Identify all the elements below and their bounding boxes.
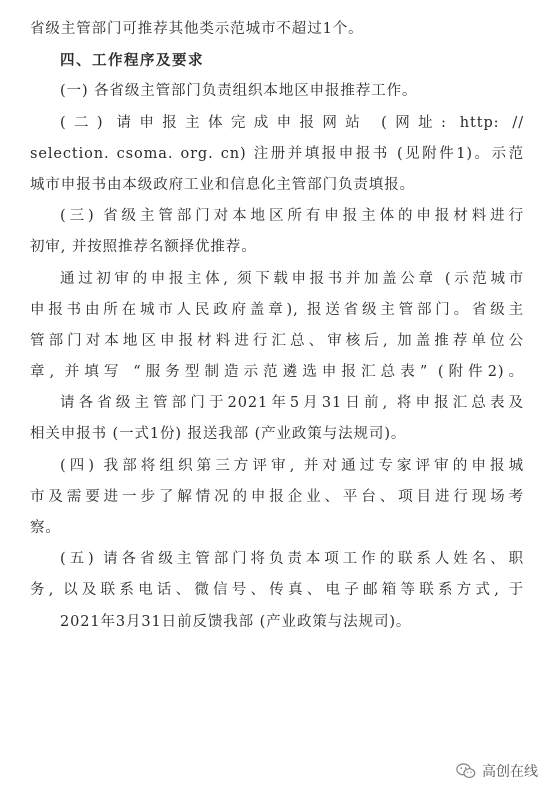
text-line: 通过初审的申报主体, 须下载申报书并加盖公章 (示范城市 (60, 270, 524, 287)
text-line: (二) 请申报主体完成申报网站 (网址: http: // (60, 114, 524, 131)
watermark (456, 761, 538, 781)
watermark-text: 高创在线 (482, 764, 538, 780)
text-line: (三) 省级主管部门对本地区所有申报主体的申报材料进行 (60, 208, 524, 225)
text-line: 管部门对本地区申报材料进行汇总、审核后, 加盖推荐单位公 (30, 332, 524, 349)
text-line: 省级主管部门可推荐其他类示范城市不超过1个。 (30, 21, 364, 37)
text-line: 2021年3月31日前反馈我部 (产业政策与法规司)。 (60, 613, 412, 630)
text-line: (四) 我部将组织第三方评审, 并对通过专家评审的申报城 (60, 457, 524, 474)
section-heading: 四、工作程序及要求 (60, 52, 204, 70)
text-line: 察。 (30, 520, 61, 536)
text-line: (一) 各省级主管部门负责组织本地区申报推荐工作。 (60, 83, 418, 100)
text-line: (五) 请各省级主管部门将负责本项工作的联系人姓名、职 (60, 551, 524, 568)
text-line: 申报书由所在城市人民政府盖章), 报送省级主管部门。省级主 (30, 301, 524, 318)
text-line: 初审, 并按照推荐名额择优推荐。 (30, 239, 257, 256)
text-line: 相关申报书 (一式1份) 报送我部 (产业政策与法规司)。 (30, 426, 407, 443)
text-line: 章, 并填写 “服务型制造示范遴选申报汇总表” (附件2)。 (30, 364, 524, 381)
text-line: selection. csoma. org. cn) 注册并填报申报书 (见附件1)。示范 (30, 145, 524, 162)
text-line: 务, 以及联系电话、微信号、传真、电子邮箱等联系方式, 于 (30, 582, 524, 599)
document-page (30, 14, 524, 638)
text-line: 城市申报书由本级政府工业和信息化主管部门负责填报。 (30, 176, 415, 193)
text-line: 市及需要进一步了解情况的申报企业、平台、项目进行现场考 (30, 488, 524, 505)
wechat-icon (456, 762, 476, 780)
text-line: 请各省级主管部门于2021年5月31日前, 将申报汇总表及 (60, 395, 524, 412)
